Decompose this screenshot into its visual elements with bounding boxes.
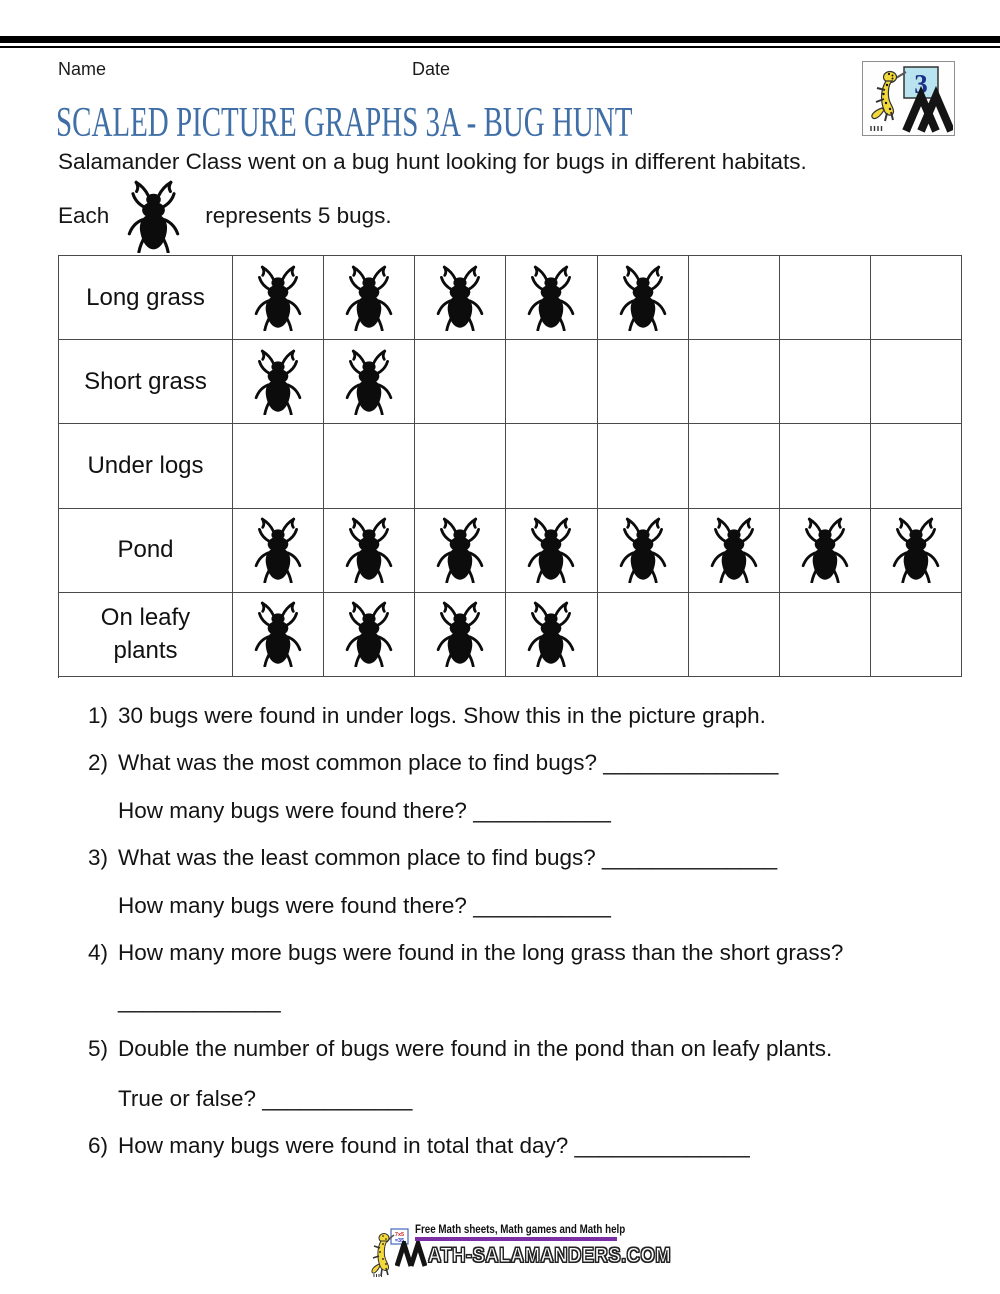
question-line	[88, 1036, 832, 1062]
question-text: How many more bugs were found in the long grass than the short grass?	[118, 940, 844, 965]
sign-line1: 7x5	[394, 1232, 405, 1238]
pictograph-cell	[689, 256, 780, 340]
question-text: 30 bugs were found in under logs. Show this in the picture graph.	[118, 703, 766, 728]
question-line	[88, 845, 777, 871]
pictograph-cell	[780, 509, 871, 593]
bug-icon	[253, 601, 303, 667]
grade-number: 3	[914, 69, 928, 99]
pictograph-cell	[689, 424, 780, 508]
bug-icon	[800, 517, 850, 583]
bug-icon	[618, 265, 668, 331]
pictograph-cell	[689, 509, 780, 593]
pictograph-cell	[324, 340, 415, 424]
question-number: 1)	[88, 703, 109, 728]
question-text: What was the most common place to find bugs? ______________	[118, 750, 779, 775]
footer-wordmark	[415, 1241, 704, 1268]
question-text: How many bugs were found there? ___________	[118, 893, 611, 918]
pictograph-cell	[415, 256, 506, 340]
top-border-line	[0, 46, 1000, 48]
pictograph-cell	[506, 509, 597, 593]
bug-icon	[344, 601, 394, 667]
question-followup-line	[88, 798, 611, 824]
pictograph-cell	[415, 509, 506, 593]
pictograph-cell	[780, 256, 871, 340]
question-text: _____________	[118, 988, 281, 1013]
bug-icon	[253, 349, 303, 415]
bug-icon	[709, 517, 759, 583]
question-number: 4)	[88, 940, 109, 965]
footer-logo	[371, 1224, 704, 1278]
sign-line2: =35	[394, 1238, 405, 1244]
date-label: Date	[412, 59, 451, 79]
pictograph-cell	[233, 340, 324, 424]
salamander-grade-logo-icon	[863, 62, 953, 133]
pictograph-cell	[415, 340, 506, 424]
pictograph-cell	[871, 424, 962, 508]
question-number: 6)	[88, 1133, 109, 1158]
pictograph-cell	[324, 424, 415, 508]
pictograph-cell	[780, 424, 871, 508]
pictograph-cell	[871, 256, 962, 340]
question-line	[88, 1133, 750, 1159]
pictograph-cell	[506, 424, 597, 508]
bug-icon	[344, 265, 394, 331]
question-text: What was the least common place to find bugs? ______________	[118, 845, 778, 870]
question-number: 2)	[88, 750, 109, 775]
pictograph-cell	[324, 509, 415, 593]
pictograph-cell	[689, 593, 780, 677]
pictograph-cell	[506, 593, 597, 677]
pictograph-cell	[598, 424, 689, 508]
pictograph-cell	[324, 593, 415, 677]
logo-m-icon	[395, 1241, 427, 1268]
question-line	[88, 703, 766, 729]
pictograph-cell	[598, 256, 689, 340]
bug-icon	[526, 265, 576, 331]
bug-icon	[435, 601, 485, 667]
top-border-bar	[0, 36, 1000, 43]
question-line	[88, 750, 778, 776]
bug-icon	[126, 180, 181, 253]
question-followup-line	[88, 893, 611, 919]
footer-tagline: Free Math sheets, Math games and Math help	[415, 1224, 626, 1236]
name-label: Name	[58, 59, 107, 79]
key-prefix: Each	[58, 203, 110, 228]
row-label: Short grass	[59, 340, 233, 424]
pictograph-cell	[689, 340, 780, 424]
pictograph-cell	[598, 593, 689, 677]
symbol-key	[58, 177, 392, 255]
bug-icon	[253, 517, 303, 583]
question-number: 5)	[88, 1036, 109, 1061]
pictograph-cell	[871, 593, 962, 677]
question-followup-line	[88, 988, 281, 1014]
pictograph-cell	[233, 509, 324, 593]
pictograph-cell	[415, 593, 506, 677]
row-label: Long grass	[59, 256, 233, 340]
question-text: How many bugs were found there? ___________	[118, 798, 611, 823]
question-line	[88, 940, 843, 966]
grade-logo	[862, 61, 955, 136]
row-label: Pond	[59, 509, 233, 593]
pictograph-cell	[780, 340, 871, 424]
pictograph-cell	[324, 256, 415, 340]
pictograph-cell	[871, 509, 962, 593]
bug-icon	[435, 265, 485, 331]
pictograph-cell	[598, 340, 689, 424]
bug-icon	[891, 517, 941, 583]
intro-sentence: Salamander Class went on a bug hunt looking for bugs in different habitats.	[58, 149, 807, 174]
question-number: 3)	[88, 845, 109, 870]
key-suffix: represents 5 bugs.	[205, 203, 392, 228]
pictograph-cell	[233, 256, 324, 340]
bug-icon	[618, 517, 668, 583]
pictograph-cell	[506, 340, 597, 424]
pictograph-cell	[598, 509, 689, 593]
bug-icon	[344, 517, 394, 583]
question-text: How many bugs were found in total that day? ______________	[118, 1133, 750, 1158]
pictograph-cell	[871, 340, 962, 424]
footer-site-name: ATH-SALAMANDERS.COM	[428, 1243, 672, 1267]
pictograph-cell	[780, 593, 871, 677]
pictograph-cell	[506, 256, 597, 340]
row-label: On leafy plants	[59, 593, 233, 677]
pictograph-cell	[233, 424, 324, 508]
question-text: True or false? ____________	[118, 1086, 413, 1111]
bug-icon	[526, 517, 576, 583]
bug-icon	[435, 517, 485, 583]
bug-icon	[526, 601, 576, 667]
picture-graph-table	[58, 255, 962, 678]
worksheet-title: SCALED PICTURE GRAPHS 3A - BUG HUNT	[56, 100, 633, 146]
bug-icon	[344, 349, 394, 415]
question-followup-line	[88, 1086, 412, 1112]
salamander-mascot-icon	[871, 72, 906, 132]
bug-icon	[253, 265, 303, 331]
question-text: Double the number of bugs were found in the pond than on leafy plants.	[118, 1036, 833, 1061]
pictograph-cell	[415, 424, 506, 508]
row-label: Under logs	[59, 424, 233, 508]
pictograph-cell	[233, 593, 324, 677]
